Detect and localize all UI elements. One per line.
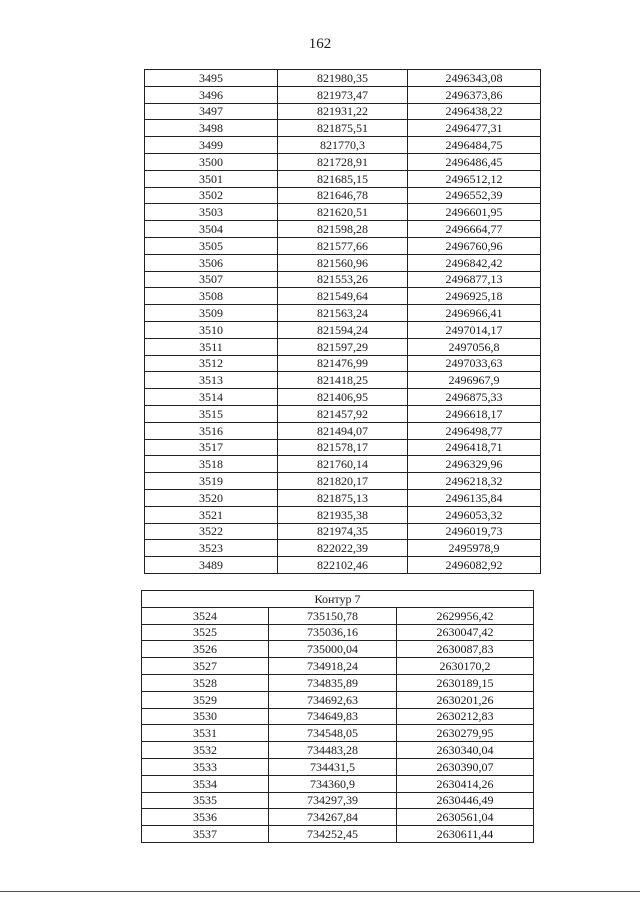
y-coordinate-cell: 2495978,9 xyxy=(408,540,541,557)
y-coordinate-cell: 2496438,22 xyxy=(408,103,541,120)
coordinates-table-lower xyxy=(141,590,534,843)
scan-edge-line xyxy=(0,891,640,892)
y-coordinate-cell: 2496019,73 xyxy=(408,523,541,540)
table-row xyxy=(142,792,534,809)
y-coordinate-cell: 2496552,39 xyxy=(408,187,541,204)
table-row xyxy=(142,624,534,641)
y-coordinate-cell: 2496842,42 xyxy=(408,254,541,271)
table-row xyxy=(145,456,541,473)
table-row xyxy=(145,271,541,288)
x-coordinate-cell: 821728,91 xyxy=(278,153,408,170)
point-number-cell: 3534 xyxy=(142,775,269,792)
x-coordinate-cell: 821578,17 xyxy=(278,439,408,456)
y-coordinate-cell: 2496053,32 xyxy=(408,506,541,523)
point-number-cell: 3533 xyxy=(142,758,269,775)
coordinates-table-upper-body xyxy=(145,70,541,574)
point-number-cell: 3495 xyxy=(145,70,278,87)
point-number-cell: 3527 xyxy=(142,658,269,675)
point-number-cell: 3536 xyxy=(142,809,269,826)
x-coordinate-cell: 734360,9 xyxy=(269,775,397,792)
x-coordinate-cell: 734431,5 xyxy=(269,758,397,775)
x-coordinate-cell: 734692,63 xyxy=(269,691,397,708)
table-row xyxy=(145,489,541,506)
table-row xyxy=(145,372,541,389)
table-row xyxy=(142,691,534,708)
table-row xyxy=(142,658,534,675)
y-coordinate-cell: 2496135,84 xyxy=(408,489,541,506)
x-coordinate-cell: 821594,24 xyxy=(278,321,408,338)
y-coordinate-cell: 2630611,44 xyxy=(397,826,534,843)
table-row xyxy=(142,758,534,775)
table-row xyxy=(145,153,541,170)
x-coordinate-cell: 735036,16 xyxy=(269,624,397,641)
y-coordinate-cell: 2629956,42 xyxy=(397,607,534,624)
y-coordinate-cell: 2496966,41 xyxy=(408,305,541,322)
y-coordinate-cell: 2630446,49 xyxy=(397,792,534,809)
table-row xyxy=(142,708,534,725)
x-coordinate-cell: 821974,35 xyxy=(278,523,408,540)
y-coordinate-cell: 2497033,63 xyxy=(408,355,541,372)
x-coordinate-cell: 821646,78 xyxy=(278,187,408,204)
point-number-cell: 3529 xyxy=(142,691,269,708)
point-number-cell: 3523 xyxy=(145,540,278,557)
y-coordinate-cell: 2496512,12 xyxy=(408,170,541,187)
x-coordinate-cell: 734267,84 xyxy=(269,809,397,826)
x-coordinate-cell: 735150,78 xyxy=(269,607,397,624)
point-number-cell: 3505 xyxy=(145,237,278,254)
point-number-cell: 3518 xyxy=(145,456,278,473)
x-coordinate-cell: 821875,51 xyxy=(278,120,408,137)
table-row xyxy=(142,826,534,843)
x-coordinate-cell: 734483,28 xyxy=(269,742,397,759)
point-number-cell: 3507 xyxy=(145,271,278,288)
y-coordinate-cell: 2630087,83 xyxy=(397,641,534,658)
y-coordinate-cell: 2630189,15 xyxy=(397,674,534,691)
x-coordinate-cell: 821406,95 xyxy=(278,389,408,406)
y-coordinate-cell: 2497014,17 xyxy=(408,321,541,338)
point-number-cell: 3510 xyxy=(145,321,278,338)
y-coordinate-cell: 2630390,07 xyxy=(397,758,534,775)
table-row xyxy=(145,523,541,540)
x-coordinate-cell: 821563,24 xyxy=(278,305,408,322)
point-number-cell: 3531 xyxy=(142,725,269,742)
point-number-cell: 3496 xyxy=(145,86,278,103)
table-row xyxy=(145,70,541,87)
table-row xyxy=(142,775,534,792)
point-number-cell: 3513 xyxy=(145,372,278,389)
table-row xyxy=(145,170,541,187)
x-coordinate-cell: 822102,46 xyxy=(278,557,408,574)
point-number-cell: 3521 xyxy=(145,506,278,523)
table-row xyxy=(145,439,541,456)
point-number-cell: 3504 xyxy=(145,221,278,238)
x-coordinate-cell: 821935,38 xyxy=(278,506,408,523)
point-number-cell: 3489 xyxy=(145,557,278,574)
point-number-cell: 3509 xyxy=(145,305,278,322)
x-coordinate-cell: 821560,96 xyxy=(278,254,408,271)
contour-heading-row xyxy=(142,591,534,608)
point-number-cell: 3537 xyxy=(142,826,269,843)
table-row xyxy=(145,103,541,120)
y-coordinate-cell: 2496343,08 xyxy=(408,70,541,87)
x-coordinate-cell: 821494,07 xyxy=(278,422,408,439)
y-coordinate-cell: 2496875,33 xyxy=(408,389,541,406)
table-row xyxy=(145,389,541,406)
table-row xyxy=(145,338,541,355)
y-coordinate-cell: 2496373,86 xyxy=(408,86,541,103)
point-number-cell: 3522 xyxy=(145,523,278,540)
x-coordinate-cell: 821770,3 xyxy=(278,137,408,154)
point-number-cell: 3517 xyxy=(145,439,278,456)
table-row xyxy=(145,305,541,322)
x-coordinate-cell: 821973,47 xyxy=(278,86,408,103)
x-coordinate-cell: 734297,39 xyxy=(269,792,397,809)
table-row xyxy=(145,422,541,439)
y-coordinate-cell: 2630047,42 xyxy=(397,624,534,641)
y-coordinate-cell: 2496760,96 xyxy=(408,237,541,254)
y-coordinate-cell: 2496418,71 xyxy=(408,439,541,456)
point-number-cell: 3515 xyxy=(145,405,278,422)
point-number-cell: 3535 xyxy=(142,792,269,809)
y-coordinate-cell: 2496477,31 xyxy=(408,120,541,137)
point-number-cell: 3512 xyxy=(145,355,278,372)
point-number-cell: 3532 xyxy=(142,742,269,759)
table-row xyxy=(145,355,541,372)
point-number-cell: 3499 xyxy=(145,137,278,154)
y-coordinate-cell: 2497056,8 xyxy=(408,338,541,355)
coordinates-table-lower-body xyxy=(142,607,534,842)
x-coordinate-cell: 821549,64 xyxy=(278,288,408,305)
point-number-cell: 3508 xyxy=(145,288,278,305)
table-row xyxy=(145,137,541,154)
x-coordinate-cell: 734918,24 xyxy=(269,658,397,675)
y-coordinate-cell: 2630414,26 xyxy=(397,775,534,792)
y-coordinate-cell: 2630170,2 xyxy=(397,658,534,675)
point-number-cell: 3501 xyxy=(145,170,278,187)
y-coordinate-cell: 2496925,18 xyxy=(408,288,541,305)
point-number-cell: 3519 xyxy=(145,473,278,490)
y-coordinate-cell: 2496484,75 xyxy=(408,137,541,154)
table-row xyxy=(145,187,541,204)
table-row xyxy=(145,221,541,238)
x-coordinate-cell: 821457,92 xyxy=(278,405,408,422)
x-coordinate-cell: 821820,17 xyxy=(278,473,408,490)
y-coordinate-cell: 2496082,92 xyxy=(408,557,541,574)
point-number-cell: 3506 xyxy=(145,254,278,271)
table-row xyxy=(145,321,541,338)
coordinates-table-upper xyxy=(144,69,541,574)
y-coordinate-cell: 2496218,32 xyxy=(408,473,541,490)
point-number-cell: 3497 xyxy=(145,103,278,120)
table-row xyxy=(145,557,541,574)
page-number: 162 xyxy=(308,36,332,52)
point-number-cell: 3526 xyxy=(142,641,269,658)
y-coordinate-cell: 2496329,96 xyxy=(408,456,541,473)
point-number-cell: 3530 xyxy=(142,708,269,725)
x-coordinate-cell: 734835,89 xyxy=(269,674,397,691)
table-row xyxy=(145,288,541,305)
table-row xyxy=(145,204,541,221)
point-number-cell: 3502 xyxy=(145,187,278,204)
table-row xyxy=(142,674,534,691)
x-coordinate-cell: 821931,22 xyxy=(278,103,408,120)
y-coordinate-cell: 2496877,13 xyxy=(408,271,541,288)
y-coordinate-cell: 2496618,17 xyxy=(408,405,541,422)
table-row xyxy=(142,607,534,624)
x-coordinate-cell: 734548,05 xyxy=(269,725,397,742)
y-coordinate-cell: 2496664,77 xyxy=(408,221,541,238)
x-coordinate-cell: 821760,14 xyxy=(278,456,408,473)
point-number-cell: 3500 xyxy=(145,153,278,170)
x-coordinate-cell: 821685,15 xyxy=(278,170,408,187)
x-coordinate-cell: 821577,66 xyxy=(278,237,408,254)
table-row xyxy=(145,540,541,557)
point-number-cell: 3514 xyxy=(145,389,278,406)
y-coordinate-cell: 2630212,83 xyxy=(397,708,534,725)
y-coordinate-cell: 2630201,26 xyxy=(397,691,534,708)
table-row xyxy=(142,742,534,759)
point-number-cell: 3524 xyxy=(142,607,269,624)
x-coordinate-cell: 821980,35 xyxy=(278,70,408,87)
x-coordinate-cell: 735000,04 xyxy=(269,641,397,658)
x-coordinate-cell: 821875,13 xyxy=(278,489,408,506)
y-coordinate-cell: 2496601,95 xyxy=(408,204,541,221)
table-row xyxy=(145,473,541,490)
point-number-cell: 3525 xyxy=(142,624,269,641)
x-coordinate-cell: 734649,83 xyxy=(269,708,397,725)
y-coordinate-cell: 2496498,77 xyxy=(408,422,541,439)
table-row xyxy=(145,86,541,103)
table-row xyxy=(142,809,534,826)
x-coordinate-cell: 821418,25 xyxy=(278,372,408,389)
table-row xyxy=(145,237,541,254)
x-coordinate-cell: 821476,99 xyxy=(278,355,408,372)
x-coordinate-cell: 821598,28 xyxy=(278,221,408,238)
x-coordinate-cell: 734252,45 xyxy=(269,826,397,843)
x-coordinate-cell: 821553,26 xyxy=(278,271,408,288)
table-row xyxy=(145,120,541,137)
point-number-cell: 3511 xyxy=(145,338,278,355)
point-number-cell: 3498 xyxy=(145,120,278,137)
y-coordinate-cell: 2630279,95 xyxy=(397,725,534,742)
point-number-cell: 3520 xyxy=(145,489,278,506)
x-coordinate-cell: 822022,39 xyxy=(278,540,408,557)
x-coordinate-cell: 821597,29 xyxy=(278,338,408,355)
y-coordinate-cell: 2496486,45 xyxy=(408,153,541,170)
table-row xyxy=(145,254,541,271)
table-row xyxy=(145,405,541,422)
table-row xyxy=(142,641,534,658)
x-coordinate-cell: 821620,51 xyxy=(278,204,408,221)
table-row xyxy=(142,725,534,742)
y-coordinate-cell: 2630340,04 xyxy=(397,742,534,759)
point-number-cell: 3528 xyxy=(142,674,269,691)
y-coordinate-cell: 2630561,04 xyxy=(397,809,534,826)
table-row xyxy=(145,506,541,523)
point-number-cell: 3503 xyxy=(145,204,278,221)
y-coordinate-cell: 2496967,9 xyxy=(408,372,541,389)
contour-heading: Контур 7 xyxy=(142,591,534,608)
point-number-cell: 3516 xyxy=(145,422,278,439)
